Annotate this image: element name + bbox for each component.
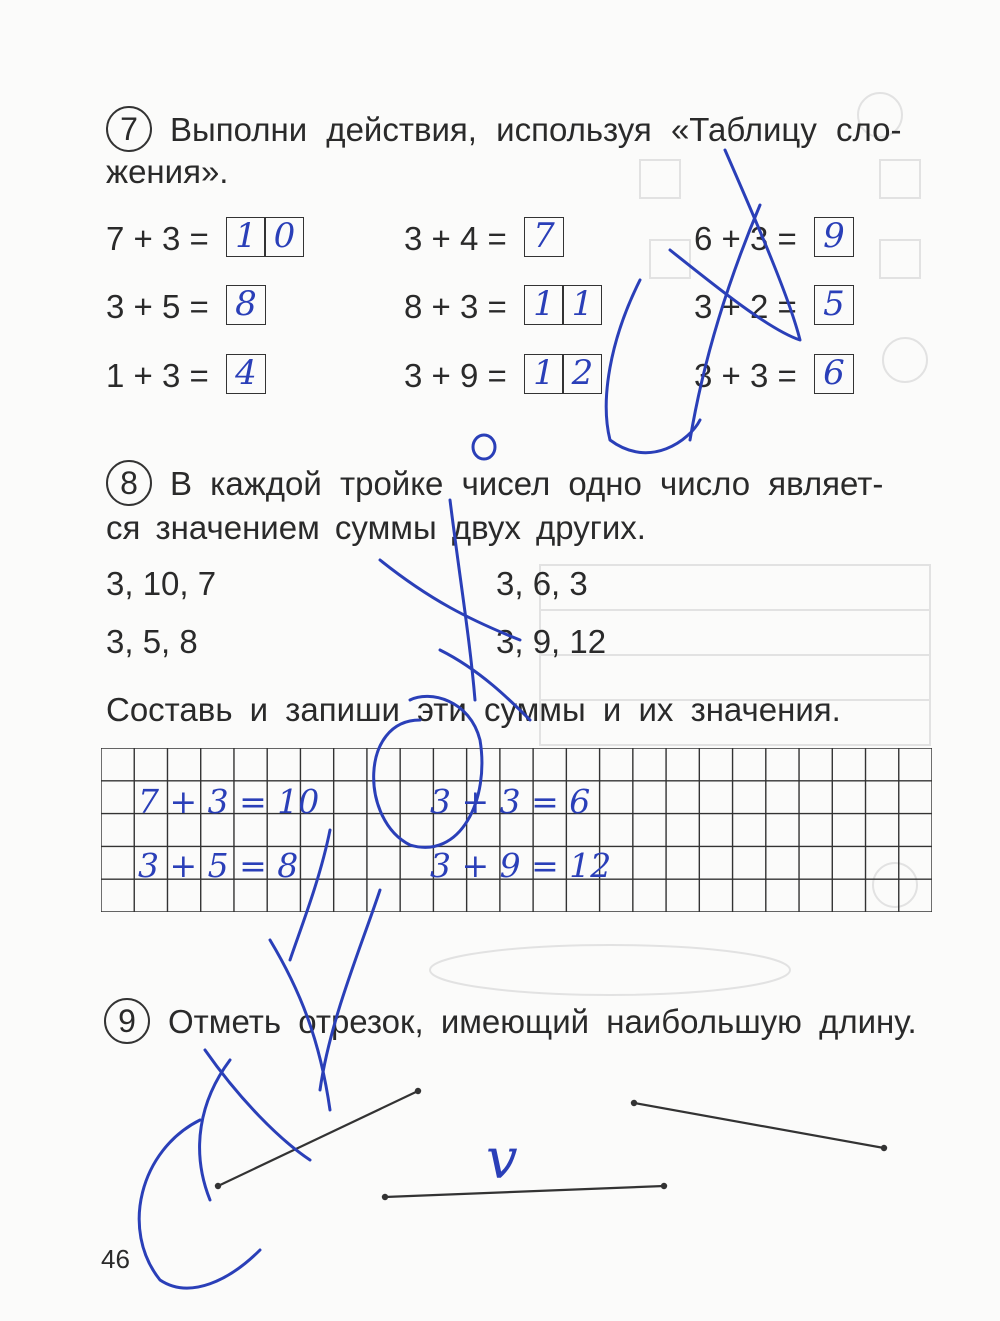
handwritten-digit: 5 bbox=[823, 284, 845, 324]
checkmark: v bbox=[486, 1127, 518, 1192]
task-8-instruction: Составь и запиши эти суммы и их значения. bbox=[106, 691, 841, 728]
equation-expression: 1 + 3 = bbox=[106, 357, 209, 394]
handwritten-digit: 9 bbox=[823, 216, 845, 256]
pen-stroke bbox=[205, 1050, 310, 1160]
handwritten-digit: 0 bbox=[273, 216, 296, 256]
number-triple: 3, 5, 8 bbox=[106, 623, 198, 660]
equation-expression: 7 + 3 = bbox=[106, 220, 209, 257]
handwritten-digit: 6 bbox=[823, 353, 845, 393]
equation-expression: 8 + 3 = bbox=[404, 288, 507, 325]
task-9-text: Отметь отрезок, имеющий наибольшую длину. bbox=[168, 1003, 917, 1040]
page-number: 46 bbox=[101, 1244, 130, 1274]
written-sum: 3 + 9 = 12 bbox=[430, 846, 612, 885]
task-7-text-line1: Выполни действия, используя «Таблицу сло- bbox=[170, 111, 902, 148]
equation-expression: 3 + 4 = bbox=[404, 220, 507, 257]
equation-expression: 6 + 3 = bbox=[694, 220, 797, 257]
task-7-number: 7 bbox=[106, 106, 152, 152]
written-sum: 3 + 5 = 8 bbox=[138, 846, 299, 885]
handwritten-digit: 1 bbox=[571, 284, 594, 324]
pen-stroke bbox=[380, 560, 520, 640]
pen-circle bbox=[473, 435, 495, 459]
written-sum: 3 + 3 = 6 bbox=[430, 782, 591, 821]
pen-stroke bbox=[606, 280, 700, 453]
pen-stroke bbox=[320, 890, 380, 1090]
handwritten-digit: 1 bbox=[235, 216, 257, 256]
number-triple: 3, 6, 3 bbox=[496, 565, 588, 602]
pen-stroke bbox=[690, 205, 760, 440]
task-8-number: 8 bbox=[106, 460, 152, 506]
number-triple: 3, 9, 12 bbox=[496, 623, 607, 660]
handwritten-digit: 2 bbox=[571, 353, 594, 393]
number-triple: 3, 10, 7 bbox=[106, 565, 217, 602]
equation-expression: 3 + 2 = bbox=[694, 288, 797, 325]
task-9-number: 9 bbox=[104, 998, 150, 1044]
task-7-text-line2: жения». bbox=[106, 153, 229, 190]
pen-stroke bbox=[374, 696, 482, 847]
handwritten-digit: 8 bbox=[235, 284, 257, 324]
handwritten-digit: 1 bbox=[533, 284, 555, 324]
equation-expression: 3 + 3 = bbox=[694, 357, 797, 394]
handwritten-digit: 1 bbox=[533, 353, 555, 393]
pen-stroke bbox=[670, 150, 800, 340]
pen-stroke bbox=[200, 1060, 230, 1200]
handwritten-digit: 4 bbox=[235, 353, 257, 393]
handwritten-digit: 7 bbox=[533, 216, 555, 256]
written-sum: 7 + 3 = 10 bbox=[138, 782, 320, 821]
task-8-text-line2: ся значением суммы двух других. bbox=[106, 509, 646, 546]
pen-stroke bbox=[290, 830, 330, 960]
pen-stroke bbox=[440, 650, 530, 720]
equation-expression: 3 + 5 = bbox=[106, 288, 209, 325]
equation-expression: 3 + 9 = bbox=[404, 357, 507, 394]
task-8-text-line1: В каждой тройке чисел одно число являет- bbox=[170, 465, 884, 502]
